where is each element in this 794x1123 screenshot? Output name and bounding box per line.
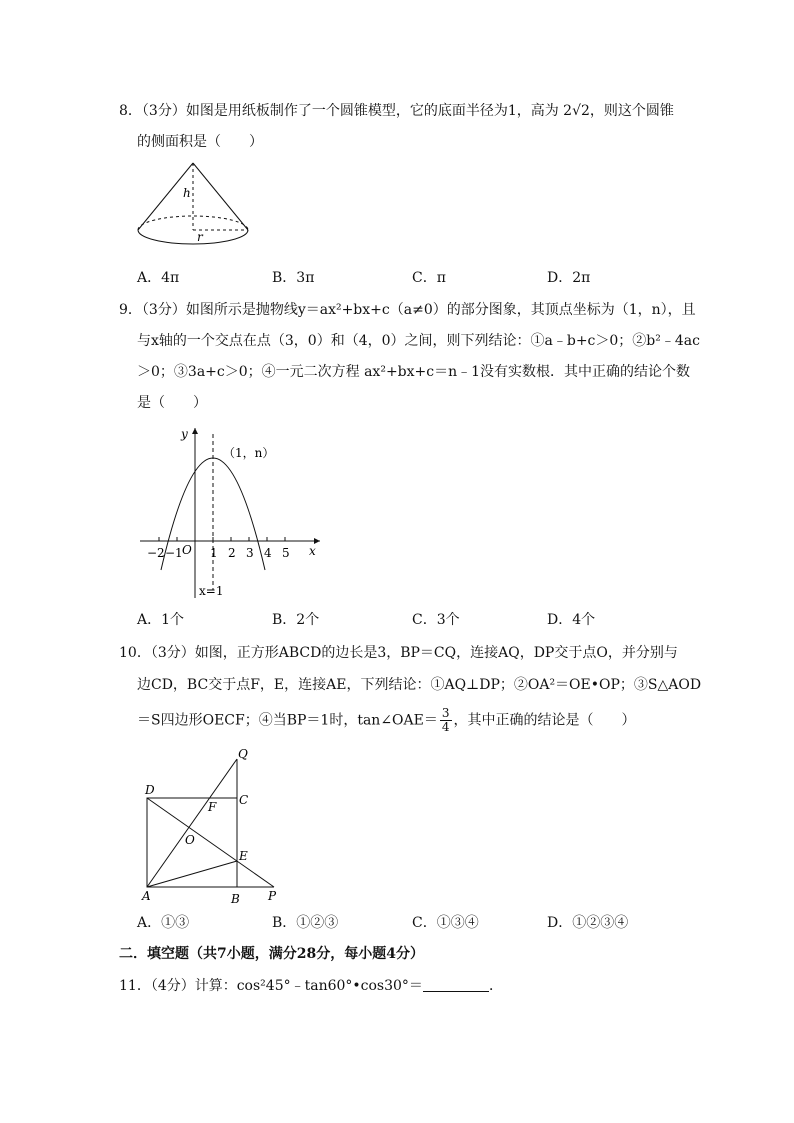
q8-line1: 8．（3分）如图是用纸板制作了一个圆锥模型，它的底面半径为1，高为 2√2，则这个圆锥 bbox=[119, 103, 674, 119]
q9-line2: 与x轴的一个交点在点（3，0）和（4，0）之间，则下列结论：①a﹣b+c＞0；②b²﹣4ac bbox=[137, 333, 700, 349]
tick-label-3: 3 bbox=[246, 546, 254, 560]
q8-option-b: B．3π bbox=[272, 270, 315, 286]
q9-line1: 9．（3分）如图所示是抛物线y＝ax²+bx+c（a≠0）的部分图象，其顶点坐标为（1，n），且 bbox=[119, 302, 696, 318]
q11-end: ． bbox=[488, 978, 503, 994]
q11-line bbox=[119, 976, 503, 996]
q8-line2: 的侧面积是（ ） bbox=[137, 134, 263, 150]
y-axis-label: y bbox=[181, 427, 188, 441]
segment-aq bbox=[147, 759, 237, 887]
q10-line2: 边CD，BC交于点F，E，连接AE，下列结论：①AQ⊥DP；②OA²＝OE•OP；③S△AOD bbox=[137, 677, 702, 693]
cone-h-label: h bbox=[183, 186, 191, 200]
tan-fraction bbox=[440, 707, 452, 734]
section-title-fill-in: 二．填空题（共7小题，满分28分，每小题4分） bbox=[119, 946, 424, 962]
symmetry-axis-label: x=1 bbox=[199, 584, 224, 598]
vertex-label: （1，n） bbox=[223, 446, 275, 460]
label-b: B bbox=[231, 892, 240, 906]
q8-option-c: C．π bbox=[412, 270, 446, 286]
tick-label-2: 2 bbox=[228, 546, 236, 560]
q9-line4: 是（ ） bbox=[137, 395, 207, 411]
tick-label-neg1: −1 bbox=[165, 546, 183, 560]
label-e: E bbox=[239, 849, 248, 863]
q11-text: 11．（4分）计算：cos²45°﹣tan60°•cos30°＝ bbox=[119, 978, 423, 994]
label-c: C bbox=[239, 793, 249, 807]
q9-line3: ＞0；③3a+c＞0；④一元二次方程 ax²+bx+c＝n﹣1没有实数根．其中正确的结论个数 bbox=[137, 364, 691, 380]
q10-line3-start: ＝S四边形OECF；④当BP＝1时，tan∠OAE＝ bbox=[137, 712, 438, 729]
q8-option-a: A．4π bbox=[137, 270, 180, 286]
label-o: O bbox=[185, 833, 195, 847]
q9-option-a: A．1个 bbox=[137, 612, 185, 628]
segment-ae bbox=[147, 861, 237, 887]
tick-label-5: 5 bbox=[282, 546, 290, 560]
q9-option-c: C．3个 bbox=[412, 612, 460, 628]
q10-line3 bbox=[137, 707, 636, 734]
label-a: A bbox=[142, 889, 151, 903]
label-f: F bbox=[208, 800, 217, 814]
tick-label-4: 4 bbox=[264, 546, 272, 560]
origin-label: O bbox=[182, 543, 192, 557]
q10-line3-end: ，其中正确的结论是（ ） bbox=[453, 712, 636, 729]
q10-option-d: D．①②③④ bbox=[547, 915, 629, 931]
cone-right-edge bbox=[193, 163, 248, 230]
q10-option-a: A．①③ bbox=[137, 915, 190, 931]
q9-option-b: B．2个 bbox=[272, 612, 320, 628]
q8-option-d: D．2π bbox=[547, 270, 591, 286]
cone-r-label: r bbox=[197, 230, 203, 244]
x-axis-label: x bbox=[309, 544, 316, 558]
fraction-denominator: 4 bbox=[441, 720, 450, 734]
q11-answer-blank bbox=[423, 977, 489, 992]
tick-label-neg2: −2 bbox=[147, 546, 165, 560]
q8-cone-figure bbox=[130, 155, 260, 260]
fraction-numerator: 3 bbox=[441, 706, 450, 720]
q10-line1: 10．（3分）如图，正方形ABCD的边长是3，BP＝CQ，连接AQ，DP交于点O，并分别与 bbox=[119, 645, 678, 661]
q9-parabola-figure bbox=[135, 420, 335, 605]
label-d: D bbox=[145, 783, 155, 797]
cone-base-front bbox=[138, 230, 248, 244]
y-axis-arrow bbox=[192, 428, 198, 434]
tick-label-1: 1 bbox=[210, 546, 218, 560]
q10-square-figure bbox=[135, 742, 290, 907]
q10-option-b: B．①②③ bbox=[272, 915, 339, 931]
q9-option-d: D．4个 bbox=[547, 612, 596, 628]
label-p: P bbox=[268, 889, 277, 903]
q10-option-c: C．①③④ bbox=[412, 915, 479, 931]
label-q: Q bbox=[238, 747, 248, 761]
